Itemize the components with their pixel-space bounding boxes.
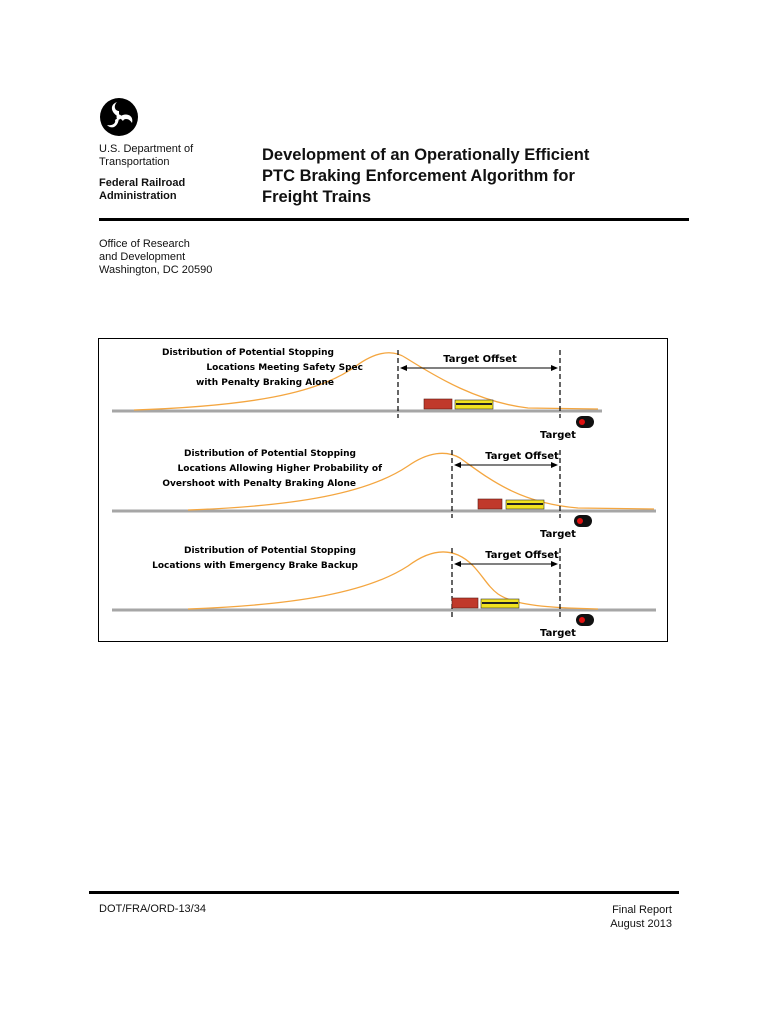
panel-1-label-line-2: Locations Meeting Safety Spec [206,363,363,373]
title-line-2: PTC Braking Enforcement Algorithm for [262,167,575,185]
train-3 [452,598,519,608]
department-name-line2: Transportation [99,156,170,168]
dot-logo [99,97,139,137]
panel-3-label-line-2: Locations with Emergency Brake Backup [152,561,358,571]
office-address [99,238,212,277]
panel-2-label-line-3: Overshoot with Penalty Braking Alone [162,479,356,489]
report-type: Final Report [612,904,672,916]
footer-rule [89,891,679,894]
panel-3-label-line-1: Distribution of Potential Stopping [184,546,356,556]
title-line-1: Development of an Operationally Efficient [262,146,590,164]
document-number: DOT/FRA/ORD-13/34 [99,903,206,915]
panel-2-label-line-2: Locations Allowing Higher Probability of [177,464,382,474]
target-label-3: Target [540,628,576,639]
train-2 [478,499,544,509]
office-line-3: Washington, DC 20590 [99,264,213,276]
panel-1-label-line-1: Distribution of Potential Stopping [162,348,334,358]
department-name: U.S. Department of [99,143,194,155]
target-offset-label-2: Target Offset [485,451,559,462]
panel-1-label-line-3: with Penalty Braking Alone [196,378,334,388]
panel-2-label-line-1: Distribution of Potential Stopping [184,449,356,459]
agency-block [99,143,193,203]
report-title [262,145,682,208]
office-line-2: and Development [99,251,186,263]
header-rule [99,218,689,221]
target-offset-label-3: Target Offset [485,550,559,561]
agency-name-line2: Administration [99,190,177,202]
report-date: August 2013 [610,918,672,930]
title-line-3: Freight Trains [262,188,372,206]
target-label-1: Target [540,430,576,441]
target-offset-label-1: Target Offset [443,354,517,365]
office-line-1: Office of Research [99,238,190,250]
target-label-2: Target [540,529,576,540]
train-1 [424,399,493,409]
agency-name: Federal Railroad [99,177,186,189]
report-info [610,903,672,931]
braking-distribution-figure [98,338,668,642]
